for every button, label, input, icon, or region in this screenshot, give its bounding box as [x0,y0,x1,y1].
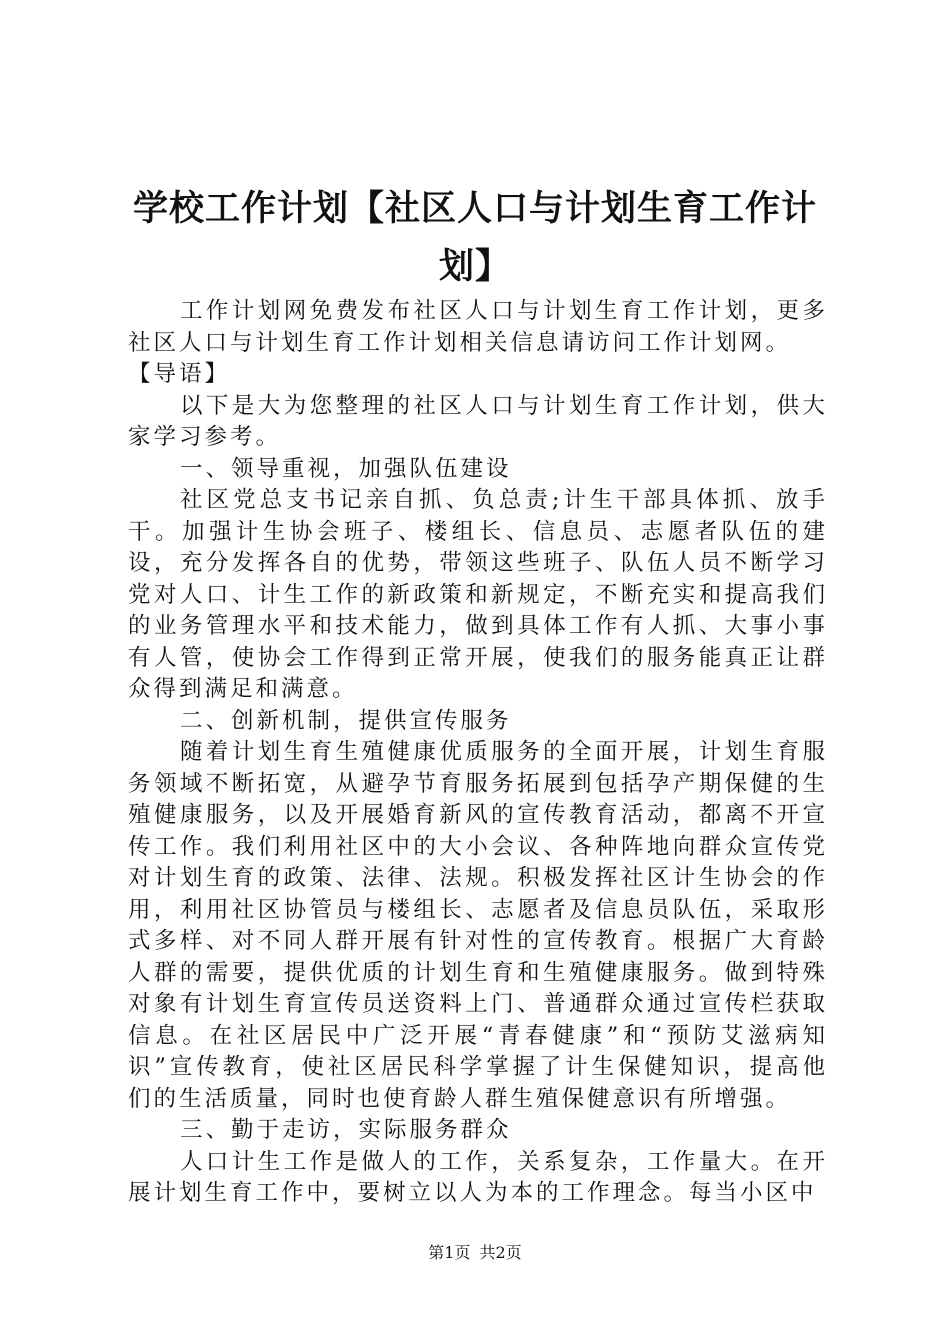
paragraph-section-1: 社区党总支书记亲自抓、负总责;计生干部具体抓、放手干。加强计生协会班子、楼组长、信息员、志愿者队伍的建设，充分发挥各自的优势，带领这些班子、队伍人员不断学习党对人口、计生工作的新政策和新规定，不断充实和提高我们的业务管理水平和技术能力，做到具体工作有人抓、大事小事有人管，使协会工作得到正常开展，使我们的服务能真正让群众得到满足和满意。 [128,487,828,702]
section-heading-2: 二、创新机制，提供宣传服务 [180,707,512,734]
page-number: 第1页 [428,1243,471,1262]
page-total: 共2页 [479,1243,522,1262]
paragraph-lead: 以下是大为您整理的社区人口与计划生育工作计划，供大家学习参考。 [128,392,828,450]
paragraph-intro: 工作计划网免费发布社区人口与计划生育工作计划，更多社区人口与计划生育工作计划相关信息请访问工作计划网。 [128,298,828,356]
section-heading-1: 一、领导重视，加强队伍建设 [180,455,512,482]
paragraph-section-2: 随着计划生育生殖健康优质服务的全面开展，计划生育服务领域不断拓宽，从避孕节育服务拓展到包括孕产期保健的生殖健康服务，以及开展婚育新风的宣传教育活动，都离不开宣传工作。我们利用社区中的大小会议、各种阵地向群众宣传党对计划生育的政策、法律、法规。积极发挥社区计生协会的作用，利用社区协管员与楼组长、志愿者及信息员队伍，采取形式多样、对不同人群开展有针对性的宣传教育。根据广大育龄人群的需要，提供优质的计划生育和生殖健康服务。做到特殊对象有计划生育宣传员送资料上门、普通群众通过宣传栏获取信息。在社区居民中广泛开展“青春健康”和“预防艾滋病知识”宣传教育，使社区居民科学掌握了计生保健知识，提高他们的生活质量，同时也使育龄人群生殖保健意识有所增强。 [128,739,828,1112]
document-body [128,296,828,1210]
document-title: 学校工作计划【社区人口与计划生育工作计划】 [132,189,817,287]
paragraph-section-3: 人口计生工作是做人的工作，关系复杂，工作量大。在开展计划生育工作中，要树立以人为本的工作理念。每当小区中 [128,1148,828,1206]
paragraph-lead-label: 【导语】 [128,361,231,387]
section-heading-3: 三、勤于走访，实际服务群众 [180,1117,512,1143]
page-footer [0,1243,950,1263]
